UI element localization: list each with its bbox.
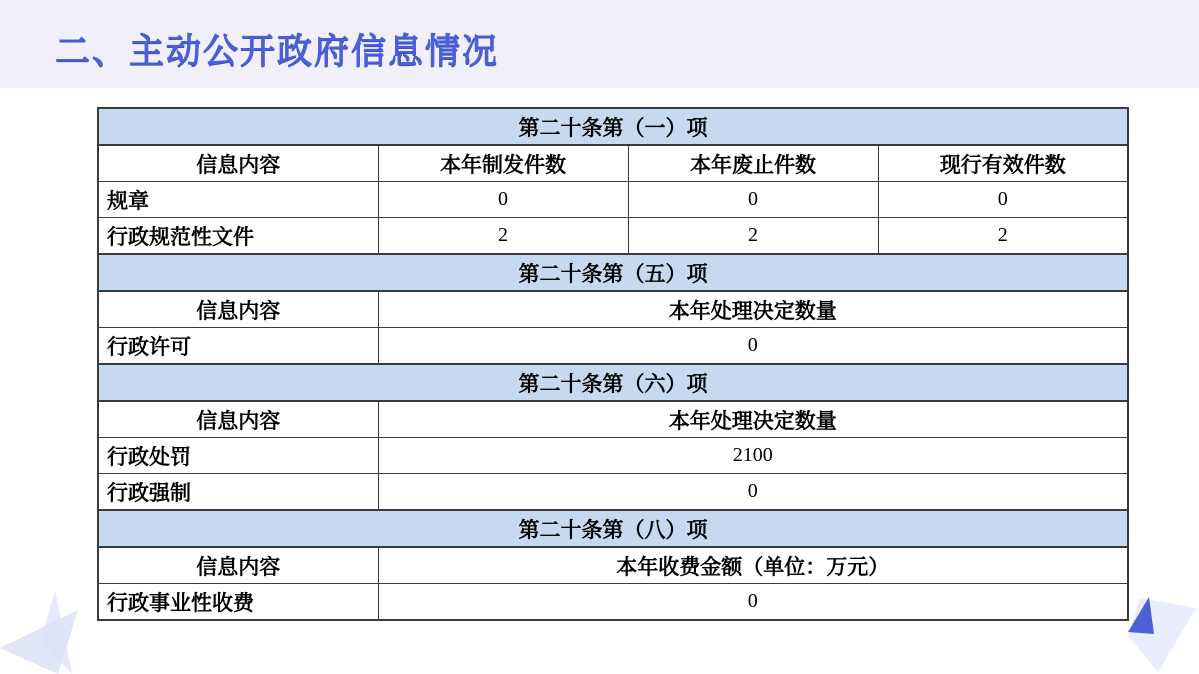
disclosure-table xyxy=(97,107,1129,621)
column-header: 本年收费金额（单位：万元） xyxy=(378,547,1128,584)
page-title: 二、主动公开政府信息情况 xyxy=(55,32,500,71)
column-header: 本年处理决定数量 xyxy=(378,291,1128,328)
section-header: 第二十条第（六）项 xyxy=(98,364,1128,401)
row-label: 行政规范性文件 xyxy=(98,218,378,255)
column-header: 信息内容 xyxy=(98,547,378,584)
cell-value: 2100 xyxy=(378,438,1128,474)
cell-value: 0 xyxy=(378,328,1128,365)
column-header-row xyxy=(98,547,1128,584)
cell-value: 0 xyxy=(378,182,628,218)
row-label: 行政处罚 xyxy=(98,438,378,474)
cell-value: 0 xyxy=(878,182,1128,218)
column-header: 现行有效件数 xyxy=(878,145,1128,182)
table-row xyxy=(98,438,1128,474)
row-label: 行政强制 xyxy=(98,474,378,511)
table-row xyxy=(98,218,1128,255)
column-header-row xyxy=(98,291,1128,328)
section-header-row xyxy=(98,364,1128,401)
row-label: 行政许可 xyxy=(98,328,378,365)
section-header: 第二十条第（一）项 xyxy=(98,108,1128,145)
cell-value: 0 xyxy=(378,474,1128,511)
column-header: 本年制发件数 xyxy=(378,145,628,182)
column-header: 信息内容 xyxy=(98,291,378,328)
row-label: 规章 xyxy=(98,182,378,218)
table-row xyxy=(98,474,1128,511)
table-row xyxy=(98,328,1128,365)
section-header: 第二十条第（八）项 xyxy=(98,510,1128,547)
column-header: 信息内容 xyxy=(98,145,378,182)
cell-value: 2 xyxy=(628,218,878,255)
cell-value: 2 xyxy=(878,218,1128,255)
cell-value: 0 xyxy=(378,584,1128,621)
section-header: 第二十条第（五）项 xyxy=(98,254,1128,291)
column-header-row xyxy=(98,145,1128,182)
row-label: 行政事业性收费 xyxy=(98,584,378,621)
section-header-row xyxy=(98,254,1128,291)
column-header: 本年处理决定数量 xyxy=(378,401,1128,438)
column-header-row xyxy=(98,401,1128,438)
column-header: 信息内容 xyxy=(98,401,378,438)
section-header-row xyxy=(98,510,1128,547)
cell-value: 0 xyxy=(628,182,878,218)
cell-value: 2 xyxy=(378,218,628,255)
section-header-row xyxy=(98,108,1128,145)
column-header: 本年废止件数 xyxy=(628,145,878,182)
table-row xyxy=(98,182,1128,218)
table-row xyxy=(98,584,1128,621)
